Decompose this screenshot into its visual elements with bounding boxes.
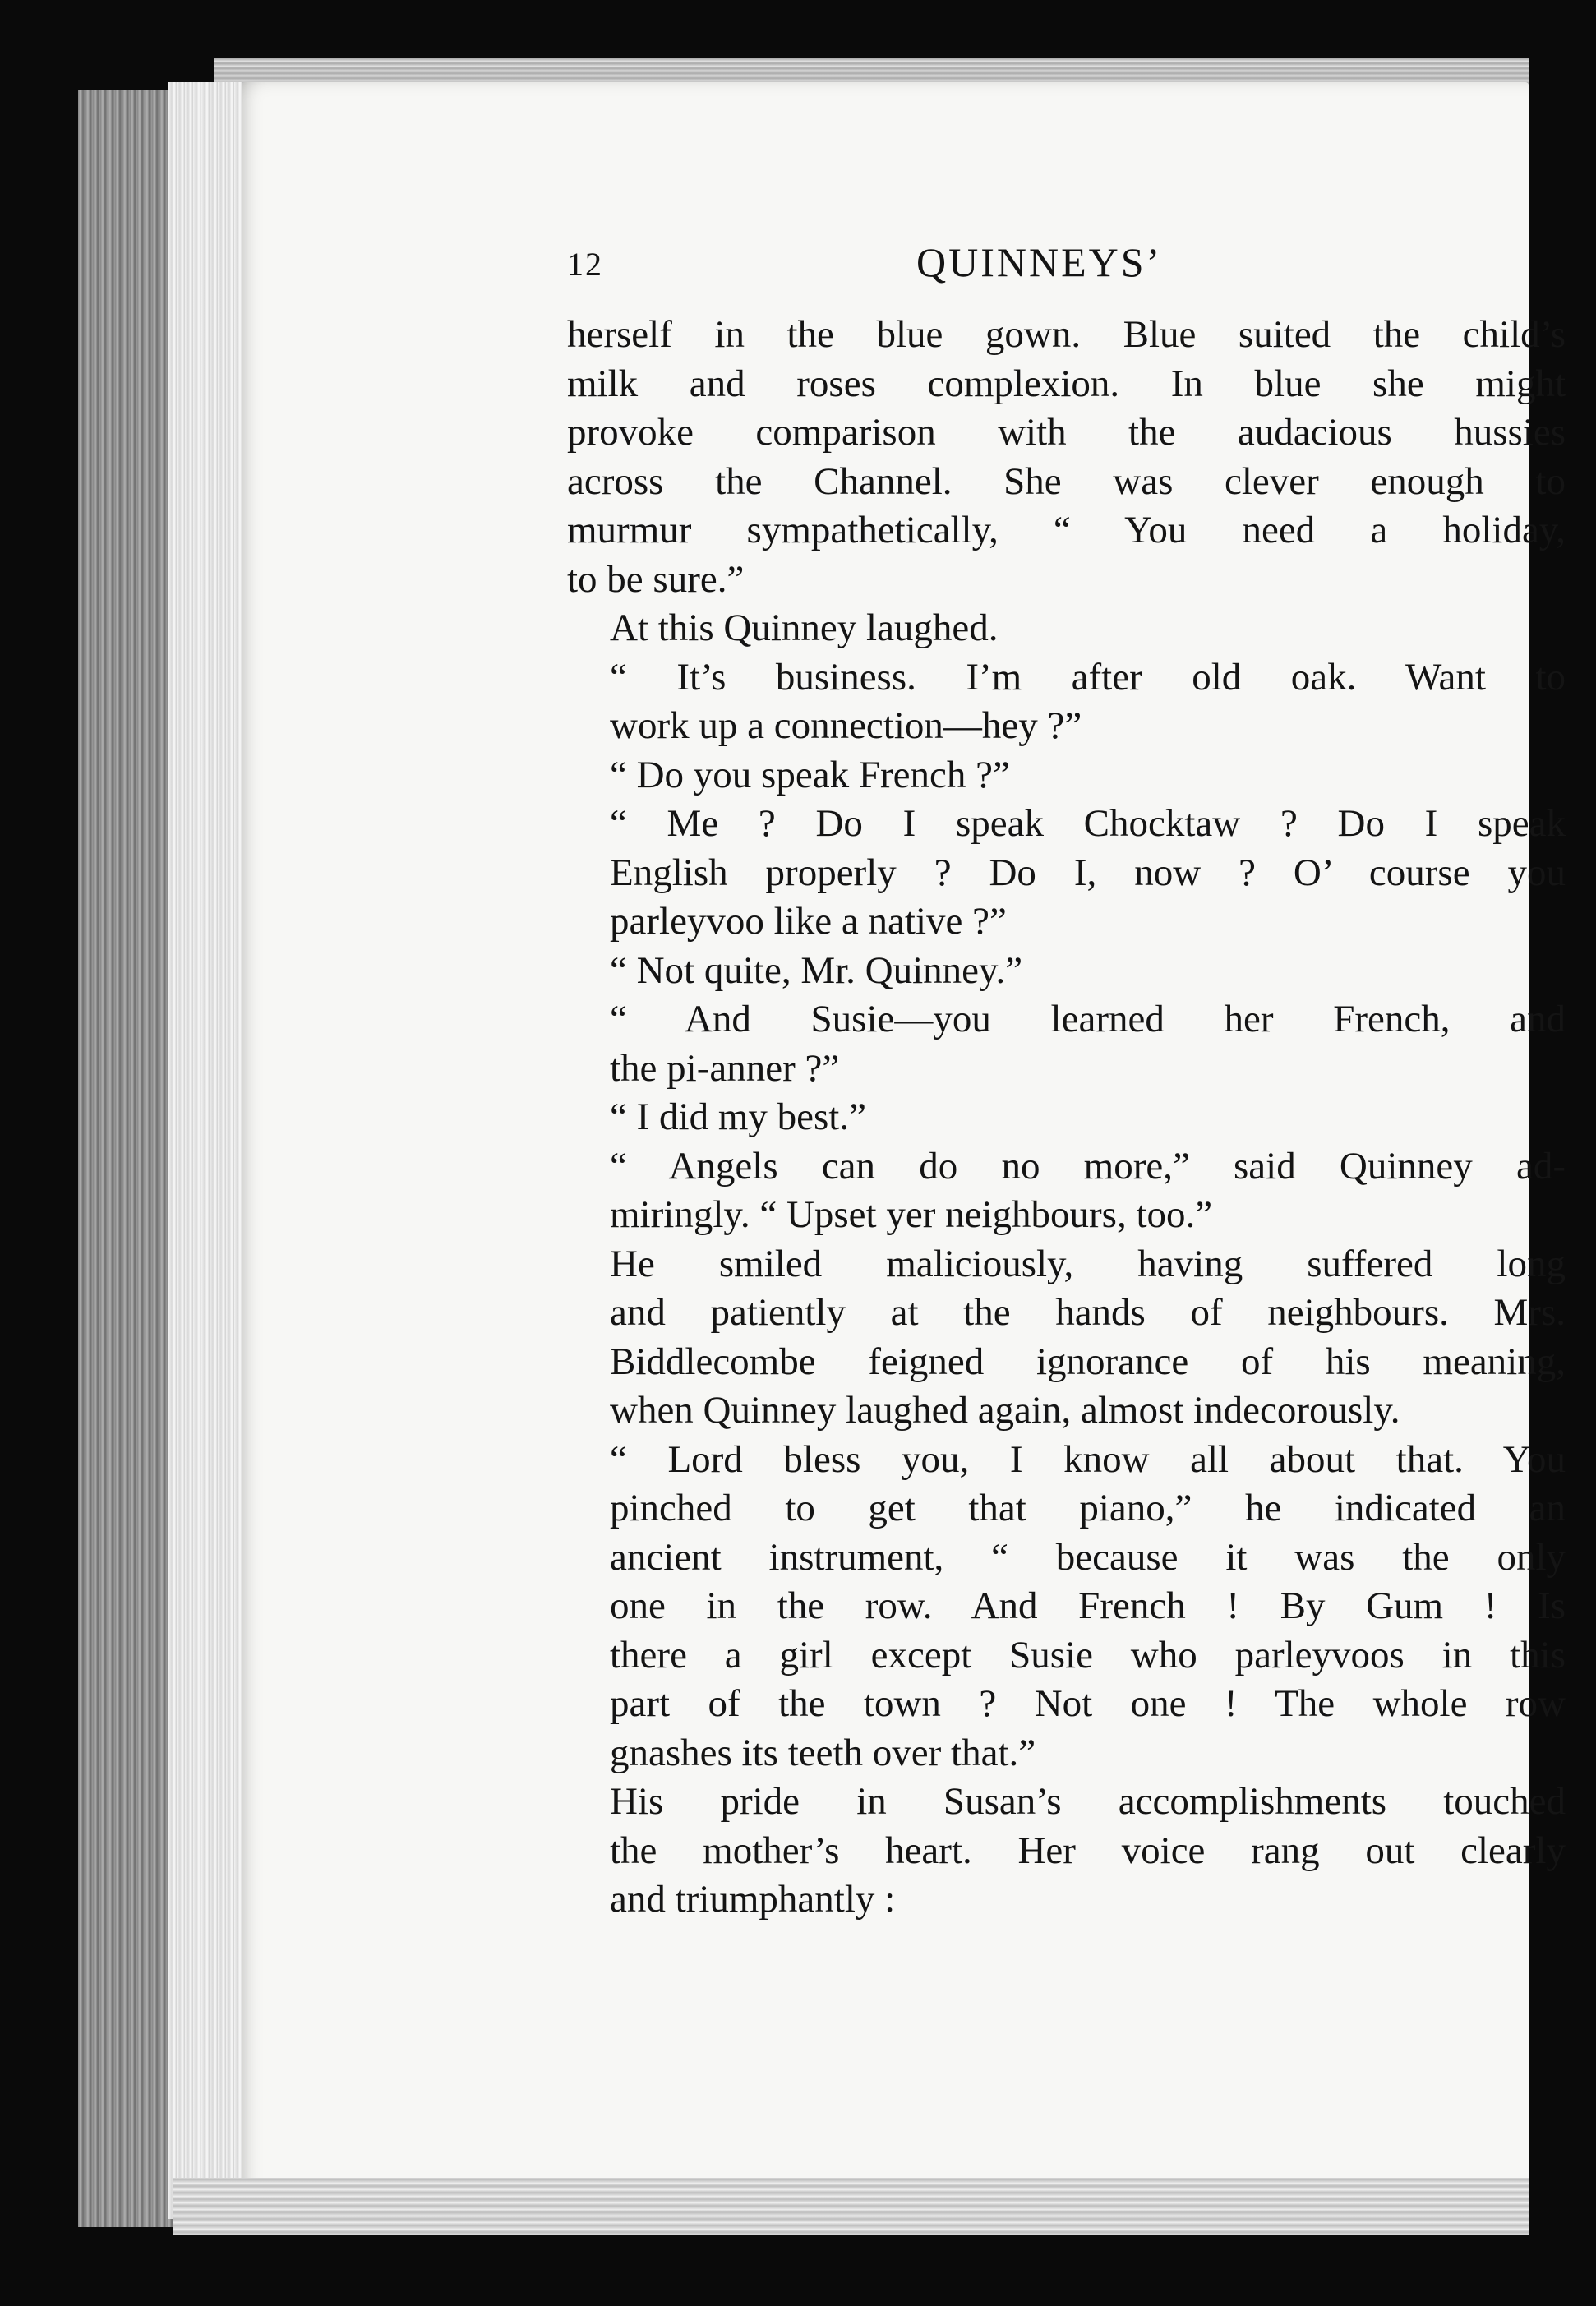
text-line: ancient instrument, “ because it was the only xyxy=(610,1535,1566,1579)
paragraph xyxy=(567,604,1566,653)
book-cover-edge xyxy=(78,90,177,2227)
paragraph xyxy=(567,947,1566,996)
paragraph xyxy=(567,1436,1566,1778)
paragraph xyxy=(567,1240,1566,1436)
text-line: His pride in Susan’s accomplishments touched xyxy=(610,1780,1566,1823)
text-line: across the Channel. She was clever enough to xyxy=(567,459,1566,503)
text-line: work up a connection—hey ?” xyxy=(610,704,1082,747)
text-line: one in the row. And French ! By Gum ! Is xyxy=(610,1584,1566,1627)
bottom-page-edges xyxy=(173,2178,1529,2235)
text-line: miringly. “ Upset yer neighbours, too.” xyxy=(610,1193,1213,1236)
text-line: He smiled maliciously, having suffered long xyxy=(610,1242,1566,1285)
text-line: murmur sympathetically, “ You need a holiday, xyxy=(567,509,1566,551)
text-line: “ I did my best.” xyxy=(610,1095,866,1138)
text-line: when Quinney laughed again, almost indecorously. xyxy=(610,1389,1400,1432)
text-line: and triumphantly : xyxy=(610,1878,896,1921)
text-line: At this Quinney laughed. xyxy=(610,606,999,649)
text-line: the mother’s heart. Her voice rang out clearly xyxy=(610,1829,1566,1872)
text-line: and patiently at the hands of neighbours. Mrs. xyxy=(610,1291,1566,1334)
text-line: “ Do you speak French ?” xyxy=(610,753,1010,796)
text-line: herself in the blue gown. Blue suited the child’s xyxy=(567,313,1566,356)
paragraph xyxy=(567,800,1566,947)
text-line: to be sure.” xyxy=(567,557,745,601)
text-line: provoke comparison with the audacious hussies xyxy=(567,411,1566,454)
text-line: “ Lord bless you, I know all about that. You xyxy=(610,1437,1566,1481)
paragraph xyxy=(567,751,1566,800)
paragraph xyxy=(567,1142,1566,1240)
paragraph xyxy=(567,1093,1566,1142)
text-line: the pi-anner ?” xyxy=(610,1046,840,1090)
running-head xyxy=(567,238,1566,296)
text-line: “ It’s business. I’m after old oak. Want to xyxy=(610,655,1566,699)
paragraph xyxy=(567,995,1566,1093)
paragraph xyxy=(567,311,1566,604)
running-title: QUINNEYS’ xyxy=(916,239,1163,285)
left-page-edges xyxy=(168,82,242,2219)
text-line: milk and roses complexion. In blue she might xyxy=(567,362,1566,405)
text-line: there a girl except Susie who parleyvoos in this xyxy=(610,1633,1566,1676)
text-line: pinched to get that piano,” he indicated an xyxy=(610,1487,1566,1529)
text-line: parleyvoo like a native ?” xyxy=(610,900,1007,943)
text-line: “ Angels can do no more,” said Quinney ad- xyxy=(610,1144,1566,1188)
paragraph xyxy=(567,1778,1566,1925)
text-line: gnashes its teeth over that.” xyxy=(610,1731,1036,1774)
text-line: English properly ? Do I, now ? O’ course you xyxy=(610,851,1566,894)
page-number: 12 xyxy=(567,246,603,283)
text-line: “ Not quite, Mr. Quinney.” xyxy=(610,948,1023,992)
body-text xyxy=(567,311,1566,1925)
text-block xyxy=(567,238,1566,1925)
text-line: “ And Susie—you learned her French, and xyxy=(610,998,1566,1040)
text-line: “ Me ? Do I speak Chocktaw ? Do I speak xyxy=(610,802,1566,845)
text-line: part of the town ? Not one ! The whole row xyxy=(610,1682,1566,1725)
text-line: Biddlecombe feigned ignorance of his meaning, xyxy=(610,1340,1566,1383)
paragraph xyxy=(567,653,1566,751)
